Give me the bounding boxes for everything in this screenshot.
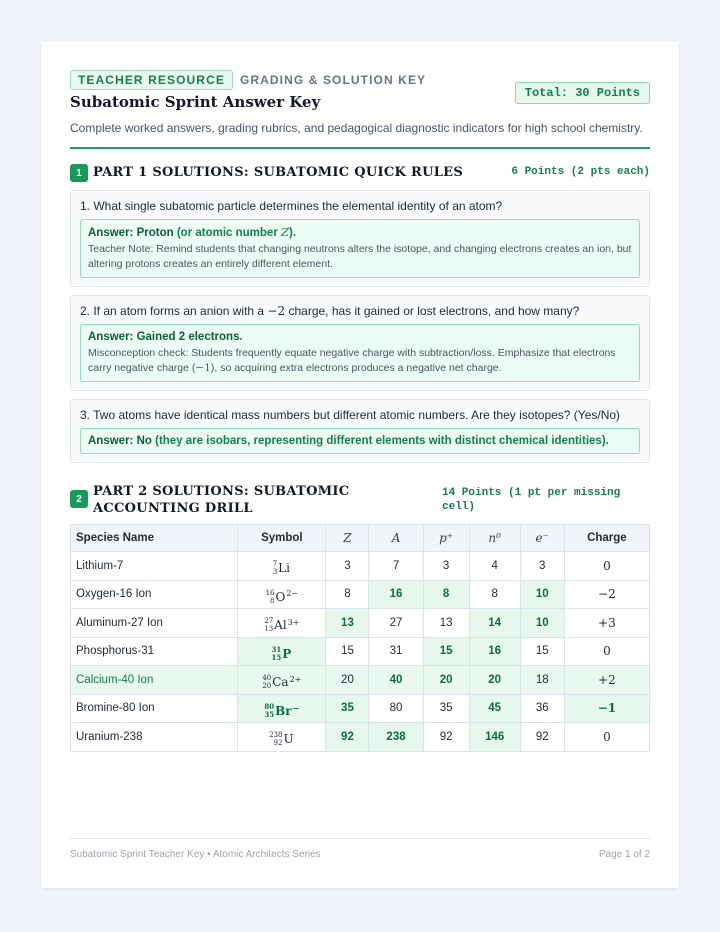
teacher-resource-pill: TEACHER RESOURCE [70, 70, 233, 90]
mass-number: 31 [271, 644, 282, 654]
neutrons-cell: 8 [469, 580, 520, 609]
z-cell: 13 [326, 609, 369, 638]
table-row [71, 666, 650, 695]
col-header-a: A [369, 525, 423, 552]
table-row [71, 723, 650, 752]
page-footer [70, 838, 650, 860]
protons-cell: 3 [423, 552, 469, 581]
answer-box-1 [80, 219, 640, 278]
part2-title: PART 2 SOLUTIONS: SUBATOMIC ACCOUNTING DRILL [93, 484, 350, 516]
a-cell: 16 [369, 580, 423, 609]
col-header-charge: Charge [564, 525, 649, 552]
species-name-cell: Calcium-40 Ion [71, 666, 238, 695]
z-cell: 15 [326, 637, 369, 666]
part2-header [70, 483, 650, 517]
nuclide-symbol-cell [238, 666, 326, 695]
element-symbol: Ca [272, 675, 289, 690]
z-cell: 8 [326, 580, 369, 609]
atomic-number: 35 [264, 709, 275, 719]
z-cell: 3 [326, 552, 369, 581]
header [70, 70, 650, 149]
answer-2-line [88, 330, 632, 344]
atomic-number: 20 [262, 682, 272, 691]
question-text-part: charge, has it gained or lost electrons, and how many? [285, 304, 580, 318]
answer-3-line [88, 434, 632, 448]
charge-cell: 0 [564, 723, 649, 752]
mass-number: 238 [269, 731, 283, 740]
atomic-number: 8 [270, 596, 275, 605]
atomic-number: 92 [273, 739, 283, 748]
footer-page-number: Page 1 of 2 [598, 849, 650, 860]
teacher-note-1: Teacher Note: Remind students that changing neutrons alters the isotope, and changing electrons creates an ion, but altering protons creates an entirely different element. [88, 243, 632, 270]
part1-title: PART 1 SOLUTIONS: SUBATOMIC QUICK RULES [93, 165, 464, 180]
species-name-cell: Bromine-80 Ion [71, 694, 238, 723]
electrons-cell: 92 [520, 723, 564, 752]
neutrons-cell: 4 [469, 552, 520, 581]
electrons-cell: 10 [520, 580, 564, 609]
header-divider [70, 147, 650, 149]
col-header-electrons: e⁻ [520, 525, 564, 552]
charge-cell: +3 [564, 609, 649, 638]
element-symbol: P [282, 646, 292, 661]
neutrons-cell: 20 [469, 666, 520, 695]
mass-number: 7 [272, 560, 278, 569]
answer-prefix: Answer: [88, 227, 137, 239]
answer-rest: . [239, 331, 243, 343]
table-row [71, 609, 650, 638]
electrons-cell: 10 [520, 609, 564, 638]
protons-cell: 35 [423, 694, 469, 723]
species-name-cell: Aluminum-27 Ion [71, 609, 238, 638]
species-name-cell: Phosphorus-31 [71, 637, 238, 666]
mass-number: 80 [264, 701, 275, 711]
a-cell: 238 [369, 723, 423, 752]
atomic-number: 3 [272, 568, 278, 577]
a-cell: 40 [369, 666, 423, 695]
charge-cell: −2 [564, 580, 649, 609]
table-row [71, 580, 650, 609]
table-row [71, 694, 650, 723]
answer-1-line [88, 225, 632, 240]
charge-cell: −1 [564, 694, 649, 723]
atomic-number: 13 [264, 625, 274, 634]
electrons-cell: 15 [520, 637, 564, 666]
electrons-cell: 18 [520, 666, 564, 695]
answer-prefix: Answer: [88, 331, 137, 343]
protons-cell: 20 [423, 666, 469, 695]
question-text-part: 2. If an atom forms an anion with a [80, 304, 268, 318]
page-title: Subatomic Sprint Answer Key [70, 93, 321, 111]
a-cell: 27 [369, 609, 423, 638]
grading-key-kicker: GRADING & SOLUTION KEY [239, 73, 427, 87]
nuclide-symbol-cell [238, 637, 326, 666]
charge-cell: +2 [564, 666, 649, 695]
part1-points: 6 Points (2 pts each) [511, 166, 650, 178]
ion-charge: 3+ [287, 617, 300, 627]
part2-number-badge: 2 [70, 490, 88, 508]
footer-series: Subatomic Sprint Teacher Key • Atomic Architects Series [70, 849, 321, 860]
answer-box-3 [80, 428, 640, 454]
element-symbol: Br [275, 703, 292, 718]
element-symbol: U [283, 732, 294, 747]
nuclide-symbol-cell [238, 580, 326, 609]
misconception-note-2 [88, 346, 632, 376]
col-header-species: Species Name [71, 525, 238, 552]
accounting-table [70, 524, 650, 752]
element-symbol: Al [274, 618, 287, 633]
nuclide-symbol-cell [238, 552, 326, 581]
electrons-cell: 3 [520, 552, 564, 581]
part1-number-badge: 1 [70, 164, 88, 182]
question-card-1 [70, 190, 650, 287]
total-points-badge: Total: 30 Points [515, 82, 650, 104]
note-text-part: ), so acquiring extra electrons produces a negative net charge. [210, 362, 502, 374]
mass-number: 16 [265, 588, 275, 597]
answer-key: Gained 2 electrons [136, 331, 240, 343]
answer-math: Z [281, 225, 289, 239]
question-card-2 [70, 295, 650, 391]
part2-points: 14 Points (1 pt per missing cell) [442, 487, 621, 513]
question-3-text: 3. Two atoms have identical mass numbers but different atomic numbers. Are they isotopes? (Yes/No) [80, 408, 621, 422]
table-header-row [71, 525, 650, 552]
protons-cell: 92 [423, 723, 469, 752]
element-symbol: Li [278, 561, 290, 576]
table-row [71, 552, 650, 581]
page-content [70, 70, 650, 752]
protons-cell: 8 [423, 580, 469, 609]
nuclide-symbol-cell [238, 694, 326, 723]
table-row [71, 637, 650, 666]
a-cell: 80 [369, 694, 423, 723]
col-header-symbol: Symbol [238, 525, 326, 552]
ion-charge: 2+ [289, 674, 302, 684]
answer-rest: (they are isobars, representing different elements with distinct chemical identities). [151, 435, 609, 447]
mass-number: 27 [264, 617, 274, 626]
neutrons-cell: 146 [469, 723, 520, 752]
charge-cell: 0 [564, 637, 649, 666]
col-header-protons: p⁺ [423, 525, 469, 552]
question-1-text: 1. What single subatomic particle determines the elemental identity of an atom? [80, 199, 503, 213]
answer-key: Proton [136, 227, 174, 239]
nuclide-symbol-cell [238, 609, 326, 638]
neutrons-cell: 14 [469, 609, 520, 638]
ion-charge: 2− [286, 589, 299, 599]
answer-rest: (or atomic number [173, 227, 281, 239]
element-symbol: O [275, 589, 286, 604]
part1-header [70, 164, 650, 182]
mass-number: 40 [262, 674, 272, 683]
z-cell: 35 [326, 694, 369, 723]
answer-prefix: Answer: [88, 435, 137, 447]
note-text-part: Misconception check: Students frequently equate negative charge with subtraction/loss. Emphasize that electrons carry negative charge ( [88, 347, 616, 374]
protons-cell: 13 [423, 609, 469, 638]
species-name-cell: Oxygen-16 Ion [71, 580, 238, 609]
page-subtitle: Complete worked answers, grading rubrics, and pedagogical diagnostic indicators for high school chemistry. [70, 121, 643, 135]
atomic-number: 15 [271, 652, 282, 662]
charge-cell: 0 [564, 552, 649, 581]
answer-box-2 [80, 324, 640, 382]
col-header-z: Z [326, 525, 369, 552]
answer-rest: ). [289, 227, 297, 239]
answer-key: No [136, 435, 152, 447]
a-cell: 7 [369, 552, 423, 581]
worksheet-page [42, 42, 678, 888]
protons-cell: 15 [423, 637, 469, 666]
ion-charge: − [292, 702, 300, 713]
nuclide-symbol-cell [238, 723, 326, 752]
note-math: −1 [195, 362, 211, 374]
neutrons-cell: 45 [469, 694, 520, 723]
electrons-cell: 36 [520, 694, 564, 723]
neutrons-cell: 16 [469, 637, 520, 666]
species-name-cell: Lithium-7 [71, 552, 238, 581]
a-cell: 31 [369, 637, 423, 666]
z-cell: 92 [326, 723, 369, 752]
col-header-neutrons: n⁰ [469, 525, 520, 552]
species-name-cell: Uranium-238 [71, 723, 238, 752]
question-2-text [80, 304, 640, 318]
question-math: −2 [267, 304, 286, 318]
z-cell: 20 [326, 666, 369, 695]
table-body [71, 552, 650, 752]
question-card-3 [70, 399, 650, 463]
